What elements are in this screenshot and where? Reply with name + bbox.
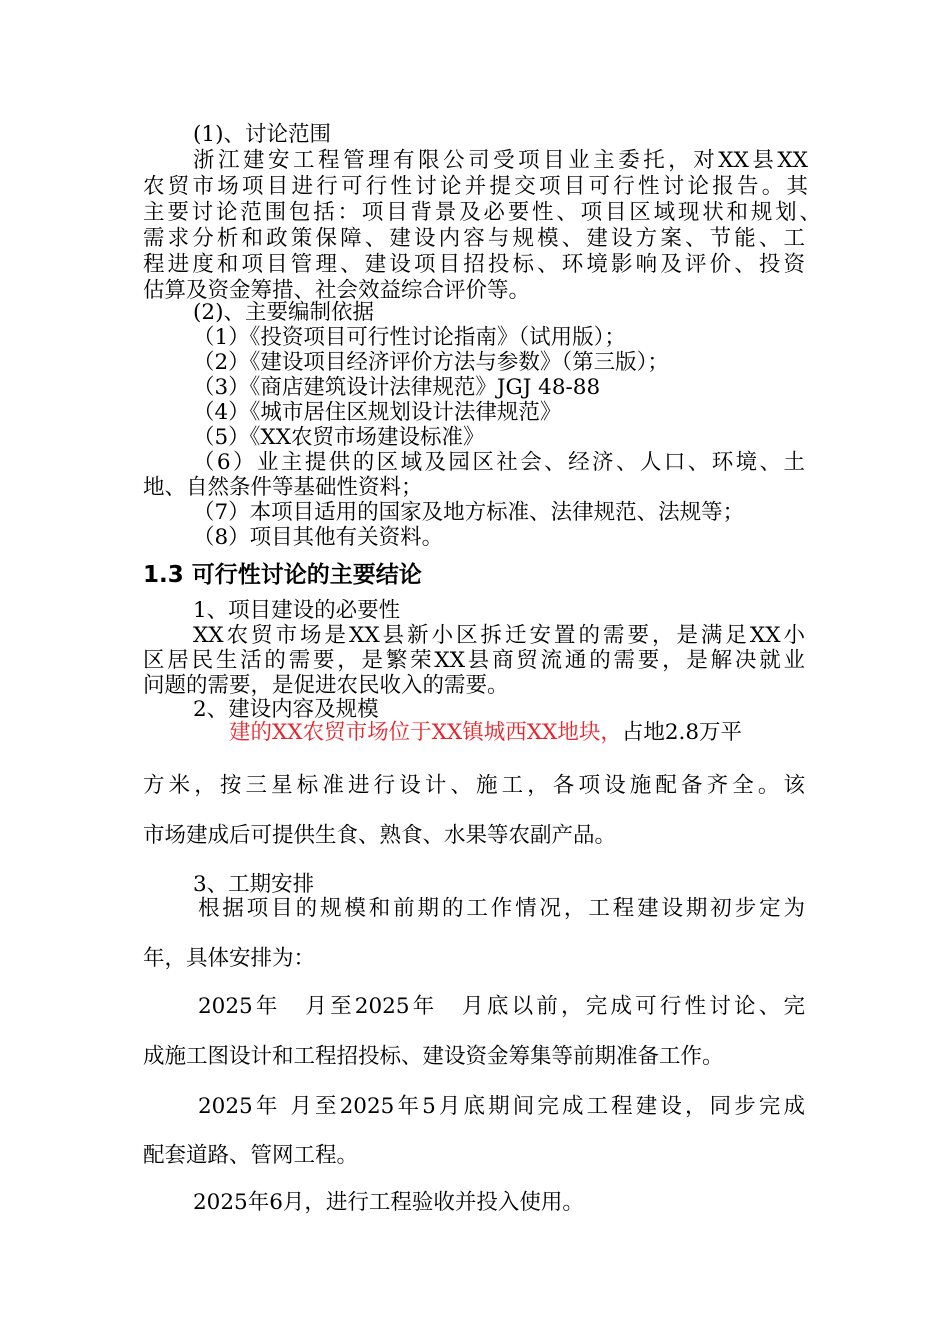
schedule-paragraph-line: 成施工图设计和工程招投标、建设资金筹集等前期准备工作。 [143, 1044, 724, 1069]
schedule-paragraph-line: 年，具体安排为： [143, 946, 316, 971]
schedule-heading: 3、工期安排 [193, 872, 315, 897]
basis-item: （7）本项目适用的国家及地方标准、法律规范、法规等； [193, 500, 745, 525]
basis-item: （1）《投资项目可行性讨论指南》（试用版）； [193, 325, 626, 350]
necessity-heading: 1、项目建设的必要性 [193, 598, 401, 623]
basis-item: （6）业主提供的区域及园区社会、经济、人口、环境、土 [193, 450, 805, 475]
basis-heading: (2)、主要编制依据 [193, 300, 374, 325]
scope-paragraph-line: 估算及资金筹措、社会效益综合评价等。 [143, 278, 531, 303]
content-paragraph-line: 市场建成后可提供生食、熟食、水果等农副产品。 [143, 823, 617, 848]
basis-item: （2）《建设项目经济评价方法与参数》（第三版）； [193, 350, 669, 375]
necessity-paragraph-line: 区居民生活的需要，是繁荣XX县商贸流通的需要，是解决就业 [143, 648, 805, 673]
content-paragraph-line [229, 720, 742, 746]
basis-item: （4）《城市居住区规划设计法律规范》 [193, 400, 562, 425]
schedule-paragraph-line: 根据项目的规模和前期的工作情况，工程建设期初步定为 [198, 896, 805, 921]
scope-paragraph-line: 农贸市场项目进行可行性讨论并提交项目可行性讨论报告。其 [143, 174, 808, 199]
scope-heading: (1)、讨论范围 [193, 122, 331, 147]
content-heading: 2、建设内容及规模 [193, 697, 379, 722]
schedule-paragraph-line: 配套道路、管网工程。 [143, 1143, 359, 1168]
content-paragraph-line: 方米，按三星标准进行设计、施工，各项设施配备齐全。该 [143, 773, 805, 798]
basis-item: （5）《XX农贸市场建设标准》 [193, 425, 485, 450]
scope-paragraph-line: 主要讨论范围包括：项目背景及必要性、项目区域现状和规划、 [143, 200, 821, 225]
necessity-paragraph-line: 问题的需要，是促进农民收入的需要。 [143, 673, 509, 698]
schedule-paragraph-line: 2025年 月至2025年5月底期间完成工程建设，同步完成 [198, 1094, 805, 1119]
scope-paragraph-line: 需求分析和政策保障、建设内容与规模、建设方案、节能、工 [143, 226, 805, 251]
area-text: 占地2.8万平 [621, 720, 743, 745]
section-heading: 1.3 可行性讨论的主要结论 [143, 562, 422, 588]
basis-item: （3）《商店建筑设计法律规范》JGJ 48-88 [193, 375, 601, 400]
schedule-paragraph-line: 2025年6月，进行工程验收并投入使用。 [193, 1190, 584, 1215]
necessity-paragraph-line: XX农贸市场是XX县新小区拆迁安置的需要，是满足XX小 [193, 623, 805, 648]
location-highlight: 建的XX农贸市场位于XX镇城西XX地块， [229, 720, 622, 745]
basis-item: （8）项目其他有关资料。 [193, 525, 444, 550]
basis-item: 地、自然条件等基础性资料； [143, 475, 423, 500]
scope-paragraph-line: 程进度和项目管理、建设项目招投标、环境影响及评价、投资 [143, 252, 805, 277]
scope-paragraph-line: 浙江建安工程管理有限公司受项目业主委托，对XX县XX [193, 148, 808, 173]
schedule-paragraph-line: 2025年 月至2025年 月底以前，完成可行性讨论、完 [198, 994, 805, 1019]
